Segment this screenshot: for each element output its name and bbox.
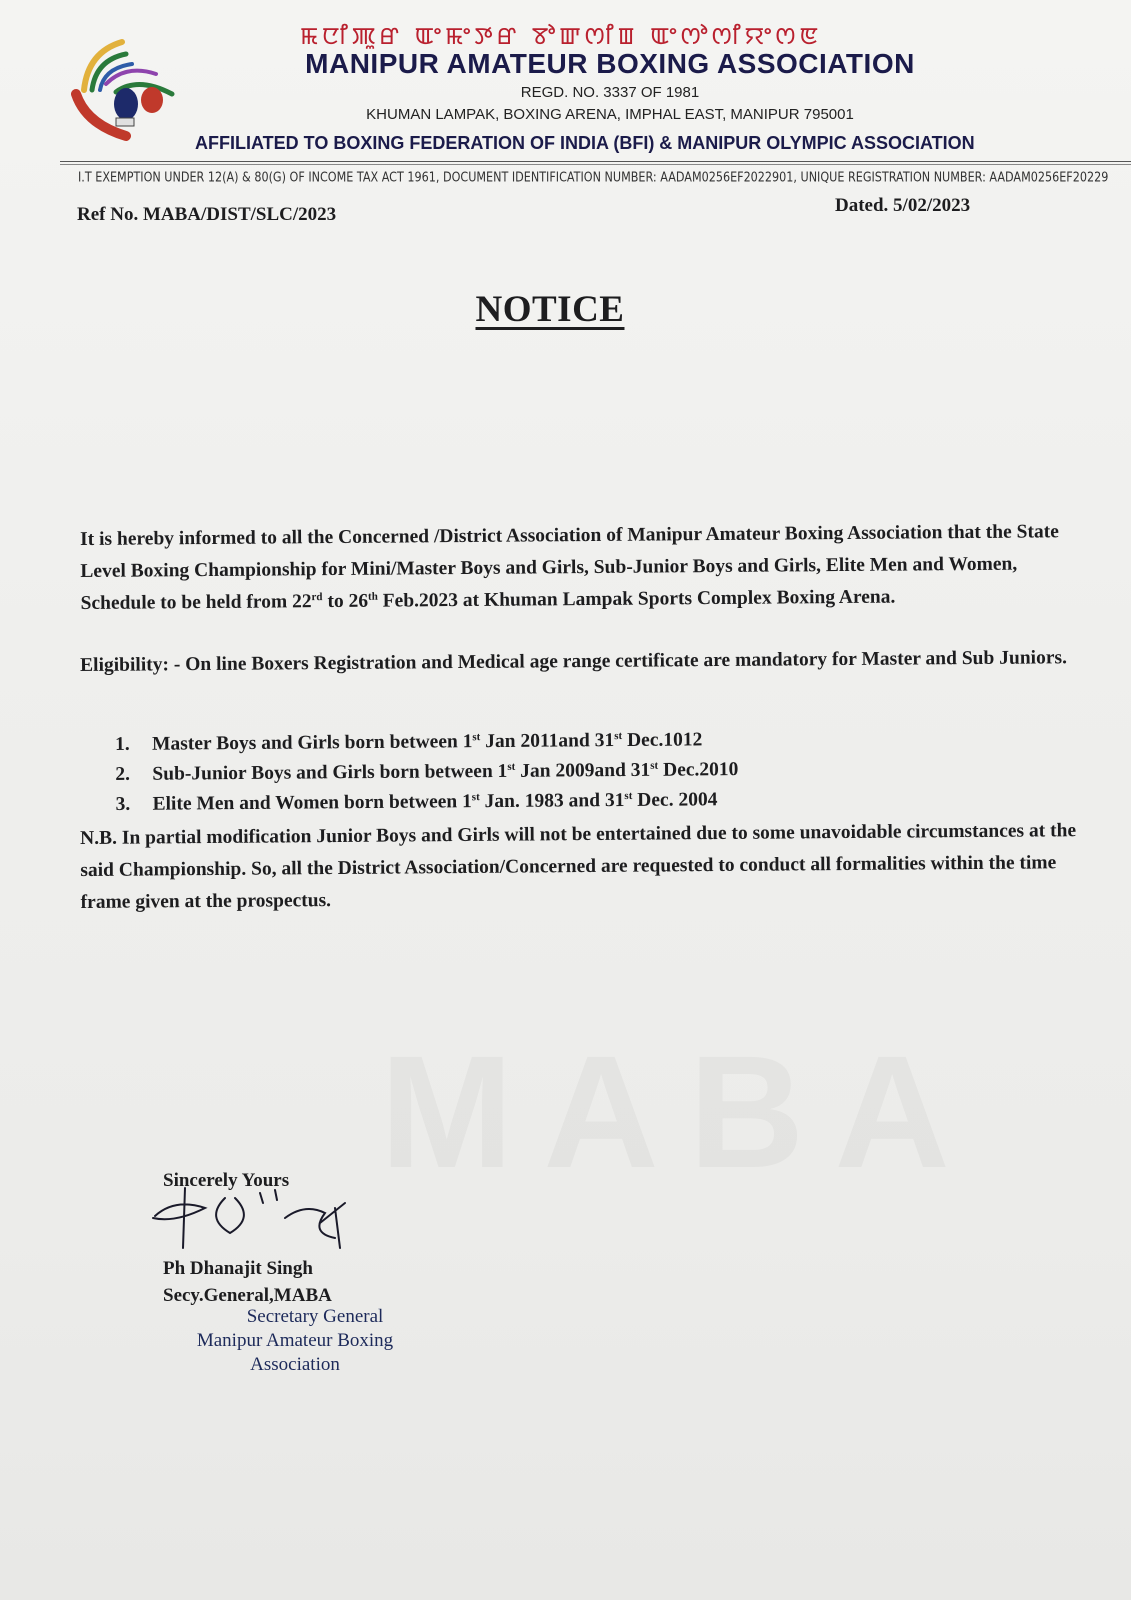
notice-date: Dated. 5/02/2023 bbox=[835, 195, 971, 216]
list-item-text bbox=[152, 755, 738, 790]
reference-number: Ref No. MABA/DIST/SLC/2023 bbox=[77, 204, 337, 225]
org-name-meitei-script: ꯃꯅꯤꯄꯨꯔ ꯑꯦꯃꯦꯇꯔ ꯕꯣꯛꯁꯤꯡ ꯑꯦꯁꯣꯁꯤꯌꯦꯁꯟ bbox=[300, 22, 822, 50]
list-item-text bbox=[152, 725, 702, 759]
org-address: KHUMAN LAMPAK, BOXING ARENA, IMPHAL EAST, MANIPUR 795001 bbox=[366, 106, 854, 123]
list-sup-1: st bbox=[471, 791, 480, 804]
list-item-number: 1. bbox=[115, 733, 130, 755]
nb-paragraph: N.B. In partial modification Junior Boys and Girls will not be entertained due to some unavoidable circumstances at the said Championship. So, all the District Association/Concerned are requested to conduct all formalities within the time frame given at the prospectus. bbox=[80, 820, 1077, 913]
list-sup-2: st bbox=[614, 730, 623, 743]
eligibility-list bbox=[115, 724, 916, 820]
signatory-name: Ph Dhanajit Singh bbox=[163, 1258, 313, 1279]
stamp-line-3: Association bbox=[250, 1354, 340, 1375]
stamp-line-2: Manipur Amateur Boxing bbox=[196, 1330, 394, 1351]
list-item-number: 2. bbox=[115, 763, 131, 785]
header-divider-secondary bbox=[60, 164, 1131, 165]
list-item-number: 3. bbox=[115, 793, 131, 815]
official-stamp bbox=[160, 1305, 430, 1377]
list-item bbox=[115, 784, 915, 820]
intro-sup-2: th bbox=[367, 590, 378, 603]
signatory-designation: Secy.General,MABA bbox=[163, 1285, 332, 1306]
intro-paragraph bbox=[80, 516, 1091, 620]
list-text-c: Dec.1012 bbox=[622, 729, 703, 752]
watermark bbox=[380, 1020, 900, 1200]
intro-text-3: Feb.2023 at Khuman Lampak Sports Complex Boxing Arena. bbox=[377, 586, 896, 612]
intro-text-1: It is hereby informed to all the Concerned /District Association of Manipur Amateur Boxing Association that the State Level Boxing Championship for Mini/Master Boys and Girls, Sub-Junior Boys and Girls, Elite Men and Women, Schedule to be held from 22 bbox=[80, 521, 1059, 614]
list-sup-2: st bbox=[624, 789, 633, 803]
header-divider bbox=[60, 161, 1131, 162]
list-text-a: Elite Men and Women born between 1 bbox=[152, 791, 472, 815]
list-item-text bbox=[152, 785, 717, 819]
intro-sup-1: rd bbox=[311, 591, 323, 604]
list-text-c: Dec.2010 bbox=[658, 759, 739, 781]
list-sup-1: st bbox=[472, 731, 481, 744]
letterhead bbox=[150, 18, 1050, 123]
notice-title-text: NOTICE bbox=[475, 289, 625, 330]
notice-title bbox=[0, 288, 1100, 331]
registration-number: REGD. NO. 3337 OF 1981 bbox=[520, 84, 700, 101]
list-text-b: Jan 2011and 31 bbox=[480, 730, 615, 753]
stamp-line-1: Secretary General bbox=[246, 1306, 384, 1327]
list-text-a: Master Boys and Girls born between 1 bbox=[152, 731, 473, 755]
affiliation-line: AFFILIATED TO BOXING FEDERATION OF INDIA (BFI) & MANIPUR OLYMPIC ASSOCIATION bbox=[195, 133, 975, 153]
list-sup-2: st bbox=[650, 759, 659, 772]
list-text-b: Jan 2009and 31 bbox=[515, 759, 651, 782]
org-name: MANIPUR AMATEUR BOXING ASSOCIATION bbox=[305, 48, 915, 79]
list-text-b: Jan. 1983 and 31 bbox=[479, 790, 625, 813]
tax-exemption-line: I.T EXEMPTION UNDER 12(A) & 80(G) OF INCOME TAX ACT 1961, DOCUMENT IDENTIFICATION NUMBER: AADAM0256EF2022901, UNIQUE REGISTRATION NUMBER: AADAM0256EF20229 bbox=[78, 170, 1109, 185]
eligibility-paragraph: Eligibility: - On line Boxers Registration and Medical age range certificate are mandatory for Master and Sub Juniors. bbox=[80, 647, 1068, 676]
list-sup-1: st bbox=[507, 760, 516, 773]
list-text-c: Dec. 2004 bbox=[632, 789, 718, 811]
closing-salutation: Sincerely Yours bbox=[163, 1170, 290, 1191]
intro-text-2: to 26 bbox=[322, 590, 369, 613]
list-text-a: Sub-Junior Boys and Girls born between 1 bbox=[152, 760, 508, 785]
signature-scribble bbox=[135, 1178, 385, 1268]
